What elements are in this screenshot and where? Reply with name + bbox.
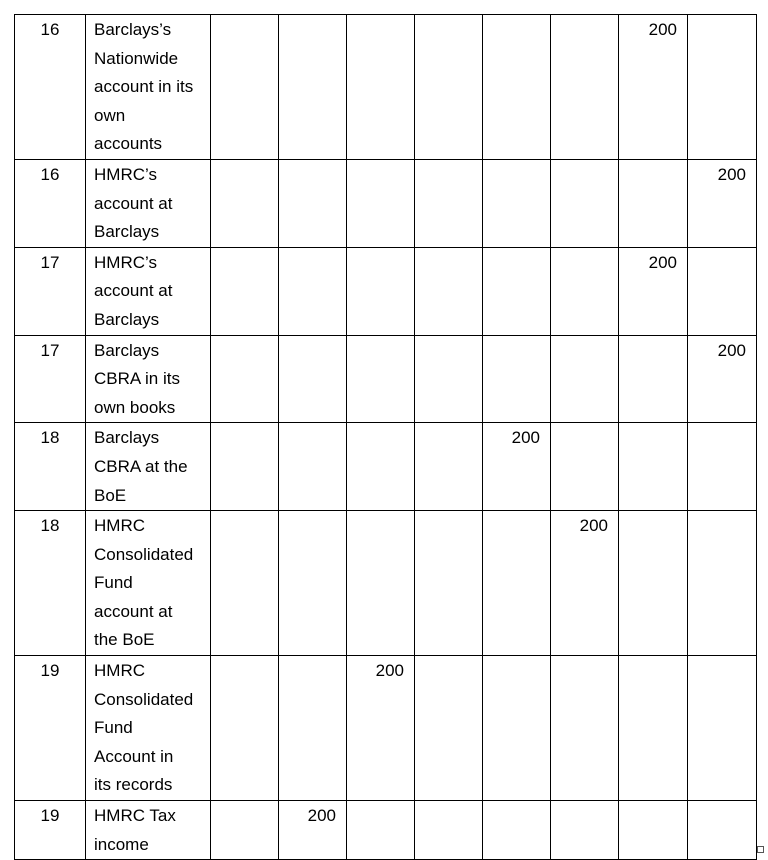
amount-cell xyxy=(619,335,688,423)
account-description-cell xyxy=(86,511,211,656)
amount-cell: 200 xyxy=(347,656,415,801)
amount-cell xyxy=(279,247,347,335)
description-line: Nationwide xyxy=(94,48,179,68)
amount-cell xyxy=(483,159,551,247)
amount-cell xyxy=(279,335,347,423)
amount-cell xyxy=(211,801,279,860)
amount-cell xyxy=(347,159,415,247)
amount-cell xyxy=(483,247,551,335)
amount-cell xyxy=(347,511,415,656)
amount-cell xyxy=(619,423,688,511)
description-line: Barclays xyxy=(94,309,160,329)
account-description-cell xyxy=(86,159,211,247)
amount-cell xyxy=(551,423,619,511)
entry-number-cell: 17 xyxy=(15,247,86,335)
amount-cell xyxy=(483,335,551,423)
description-line: Fund xyxy=(94,573,133,593)
amount-cell xyxy=(211,15,279,160)
amount-cell xyxy=(211,423,279,511)
description-line: account at xyxy=(94,601,173,621)
account-description-cell xyxy=(86,801,211,860)
amount-cell xyxy=(551,247,619,335)
amount-cell xyxy=(211,511,279,656)
account-description-cell xyxy=(86,335,211,423)
entry-number-cell: 18 xyxy=(15,511,86,656)
amount-cell xyxy=(688,423,757,511)
description-line: HMRC’s xyxy=(94,164,157,184)
amount-cell xyxy=(483,511,551,656)
table-row xyxy=(15,15,757,160)
amount-cell xyxy=(347,801,415,860)
amount-cell xyxy=(688,511,757,656)
table-resize-handle[interactable] xyxy=(757,846,764,853)
amount-cell xyxy=(279,511,347,656)
entry-number-cell: 18 xyxy=(15,423,86,511)
amount-cell xyxy=(619,159,688,247)
account-description-cell xyxy=(86,656,211,801)
account-description-cell xyxy=(86,423,211,511)
amount-cell xyxy=(211,159,279,247)
description-line: Barclays’s xyxy=(94,20,172,39)
amount-cell xyxy=(415,335,483,423)
account-description-cell xyxy=(86,15,211,160)
amount-cell: 200 xyxy=(688,159,757,247)
description-line: Barclays xyxy=(94,428,160,448)
amount-cell xyxy=(483,656,551,801)
description-line: Barclays xyxy=(94,222,160,242)
amount-cell xyxy=(688,247,757,335)
amount-cell xyxy=(619,801,688,860)
description-line: Consolidated xyxy=(94,544,194,564)
table-row xyxy=(15,159,757,247)
description-line: BoE xyxy=(94,485,127,505)
description-line: the BoE xyxy=(94,630,155,650)
account-description-cell xyxy=(86,247,211,335)
table-row xyxy=(15,511,757,656)
amount-cell: 200 xyxy=(551,511,619,656)
description-line: own books xyxy=(94,397,176,417)
amount-cell xyxy=(688,801,757,860)
amount-cell xyxy=(551,159,619,247)
amount-cell xyxy=(551,656,619,801)
amount-cell xyxy=(415,247,483,335)
amount-cell xyxy=(347,423,415,511)
amount-cell xyxy=(279,15,347,160)
amount-cell xyxy=(415,511,483,656)
amount-cell xyxy=(688,656,757,801)
amount-cell xyxy=(279,159,347,247)
description-line: CBRA in its xyxy=(94,369,180,389)
amount-cell xyxy=(347,15,415,160)
amount-cell xyxy=(551,15,619,160)
description-line: Fund xyxy=(94,718,133,738)
description-line: HMRC Tax xyxy=(94,806,176,826)
description-line: CBRA at the xyxy=(94,456,188,476)
amount-cell xyxy=(551,801,619,860)
amount-cell xyxy=(211,247,279,335)
table-row xyxy=(15,801,757,860)
amount-cell: 200 xyxy=(619,247,688,335)
ledger-body xyxy=(15,15,757,860)
amount-cell: 200 xyxy=(619,15,688,160)
amount-cell xyxy=(415,656,483,801)
description-line: Consolidated xyxy=(94,689,194,709)
amount-cell: 200 xyxy=(483,423,551,511)
description-line: its records xyxy=(94,775,173,795)
amount-cell xyxy=(347,247,415,335)
entry-number-cell: 19 xyxy=(15,656,86,801)
amount-cell xyxy=(619,511,688,656)
amount-cell xyxy=(483,801,551,860)
table-row xyxy=(15,423,757,511)
ledger-table xyxy=(14,14,757,860)
description-line: account at xyxy=(94,281,173,301)
entry-number-cell: 16 xyxy=(15,15,86,160)
amount-cell xyxy=(211,656,279,801)
description-line: HMRC’s xyxy=(94,252,157,272)
description-line: account at xyxy=(94,193,173,213)
table-row xyxy=(15,335,757,423)
description-line: HMRC xyxy=(94,661,145,681)
entry-number-cell: 16 xyxy=(15,159,86,247)
description-line: Account in xyxy=(94,746,174,766)
description-line: own xyxy=(94,105,126,125)
table-row xyxy=(15,247,757,335)
description-line: Barclays xyxy=(94,340,160,360)
amount-cell xyxy=(551,335,619,423)
amount-cell xyxy=(415,801,483,860)
amount-cell xyxy=(415,15,483,160)
amount-cell xyxy=(415,159,483,247)
description-line: account in its xyxy=(94,77,194,97)
amount-cell: 200 xyxy=(279,801,347,860)
entry-number-cell: 19 xyxy=(15,801,86,860)
amount-cell xyxy=(415,423,483,511)
description-line: HMRC xyxy=(94,516,145,536)
description-line: accounts xyxy=(94,134,163,154)
amount-cell xyxy=(279,423,347,511)
amount-cell xyxy=(279,656,347,801)
description-line: income xyxy=(94,834,149,854)
amount-cell xyxy=(688,15,757,160)
amount-cell xyxy=(211,335,279,423)
amount-cell xyxy=(483,15,551,160)
entry-number-cell: 17 xyxy=(15,335,86,423)
amount-cell xyxy=(347,335,415,423)
table-row xyxy=(15,656,757,801)
amount-cell: 200 xyxy=(688,335,757,423)
amount-cell xyxy=(619,656,688,801)
